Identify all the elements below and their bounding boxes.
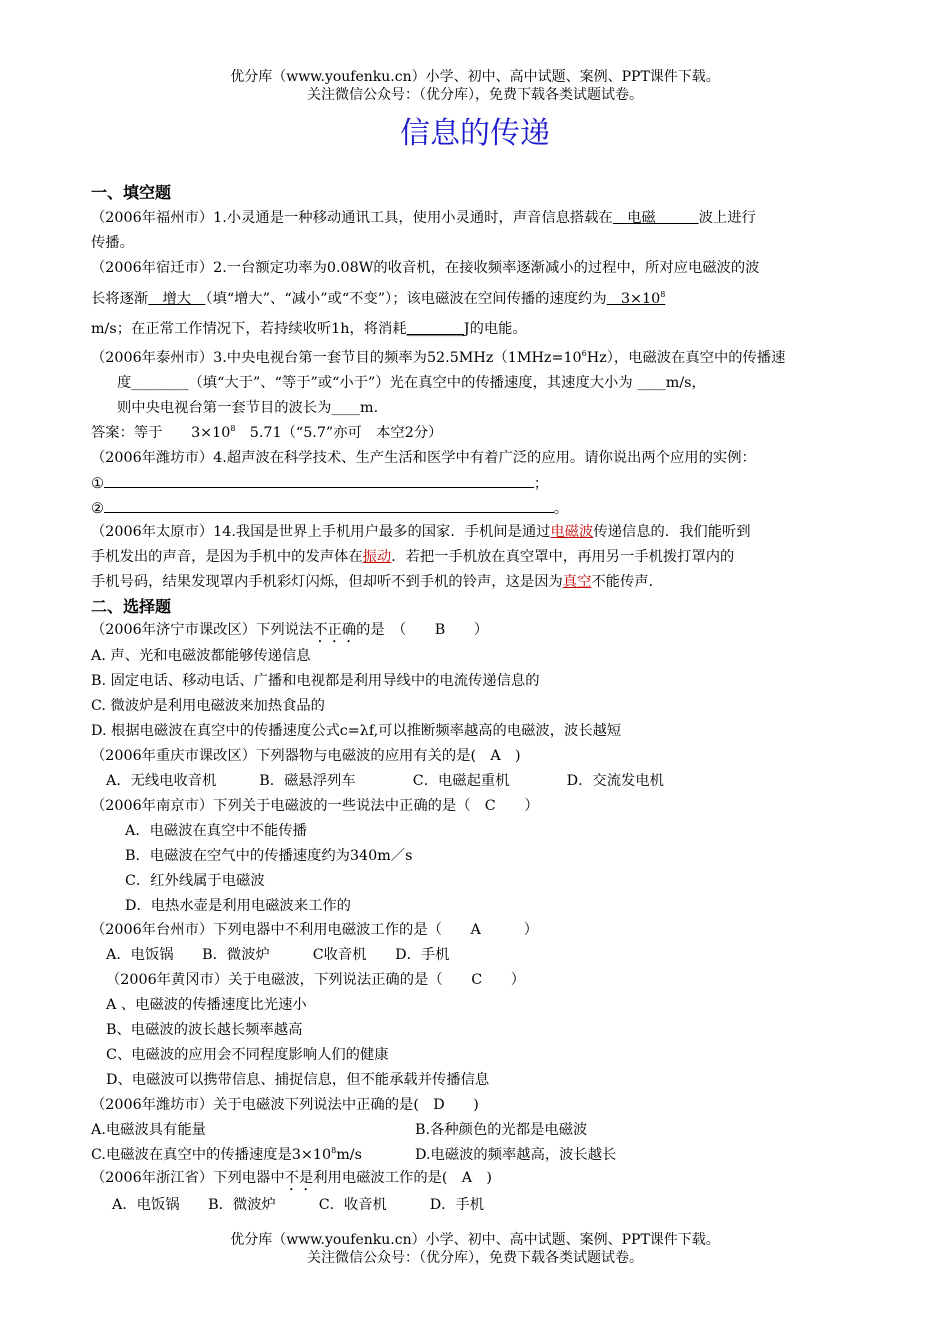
c2-options: A．无线电收音机 B．磁悬浮列车 C．电磁起重机 D．交流发电机	[106, 773, 664, 789]
page-title: 信息的传递	[400, 116, 550, 151]
c1-question: （2006年济宁市课改区）下列说法不正确的是 （ B ）	[91, 622, 489, 638]
q2-line1: （2006年宿迁市）2.一台额定功率为0.08W的收音机，在接收频率逐渐减小的过程中，所对应电磁波的波	[91, 260, 760, 276]
q14-answer-2: 振动	[362, 549, 392, 565]
q3-line1: （2006年泰州市）3.中央电视台第一套节目的频率为$52.5MHz(1MHz=10^6Hz)$，电磁波在真空中的传播速	[91, 349, 786, 366]
q1-answer-blank: 电磁	[612, 210, 699, 226]
c6-question: （2006年潍坊市）关于电磁波下列说法中正确的是( D )	[91, 1097, 479, 1113]
q3-line3: 则中央电视台第一套节目的波长为____m.	[117, 400, 379, 416]
c1-option-d: D. 根据电磁波在真空中的传播速度公式c=λf,可以推断频率越高的电磁波，波长越短	[91, 723, 622, 739]
c7-question: （2006年浙江省）下列电器中不是利用电磁波工作的是( A )	[91, 1170, 492, 1186]
c1-option-c: C. 微波炉是利用电磁波来加热食品的	[91, 698, 325, 714]
c6-option-a: A.电磁波具有能量	[91, 1122, 206, 1138]
c5-question: （2006年黄冈市）关于电磁波，下列说法正确的是（ C ）	[106, 972, 526, 988]
section-heading-multiple-choice: 二、选择题	[91, 597, 172, 616]
q14-answer-1: 电磁波	[550, 524, 594, 540]
c3-option-b: B．电磁波在空气中的传播速度约为340m／s	[125, 848, 413, 864]
c2-question: （2006年重庆市课改区）下列器物与电磁波的应用有关的是( A )	[91, 748, 521, 764]
q1-line1: （2006年福州市）1.小灵通是一种移动通讯工具，使用小灵通时，声音信息搭载在 电磁 波上进行	[91, 210, 756, 226]
q4-line1: （2006年潍坊市）4.超声波在科学技术、生产生活和医学中有着广泛的应用。请你说出两个应用的实例：	[91, 450, 756, 466]
c4-options: A．电饭锅 B．微波炉 C收音机 D．手机	[106, 947, 450, 963]
q4-answer-line-1	[104, 473, 534, 488]
q3-answer: 答案：等于 $3\times 10^8$ 5.71（“5.7”亦可 本空2分）	[91, 424, 443, 441]
q2-answer-blank-2: $3\times 10^8$	[606, 290, 666, 307]
c6-option-b: B.各种颜色的光都是电磁波	[415, 1122, 588, 1138]
q4-item-1: ① ；	[91, 473, 548, 494]
footer-line-2: 关注微信公众号：（优分库），免费下载各类试题试卷。	[307, 1250, 643, 1266]
c3-option-c: C．红外线属于电磁波	[125, 873, 265, 889]
c4-question: （2006年台州市）下列电器中不利用电磁波工作的是（ A ）	[91, 922, 539, 938]
c3-option-d: D．电热水壶是利用电磁波来工作的	[125, 898, 351, 914]
q2-answer-blank-1: 增大	[148, 291, 206, 307]
q14-answer-3: 真空	[562, 574, 592, 590]
header-line-2: 关注微信公众号：（优分库），免费下载各类试题试卷。	[307, 87, 643, 103]
c5-option-c: C、电磁波的应用会不同程度影响人们的健康	[106, 1047, 389, 1063]
q14-line1: （2006年太原市）14.我国是世界上手机用户最多的国家．手机间是通过电磁波传递信息的．我们能听到	[91, 524, 751, 540]
q3-line2: 度________（填“大于”、“等于”或“小于”）光在真空中的传播速度，其速度大小为 ____m/s，	[117, 375, 706, 391]
c3-option-a: A．电磁波在真空中不能传播	[125, 823, 307, 839]
section-heading-fill-in: 一、填空题	[91, 183, 172, 202]
q14-line2: 手机发出的声音，是因为手机中的发声体在振动．若把一手机放在真空罩中，再用另一手机拨打罩内的	[91, 549, 735, 565]
c5-option-d: D、电磁波可以携带信息、捕捉信息，但不能承载并传播信息	[106, 1072, 490, 1088]
c1-option-b: B. 固定电话、移动电话、广播和电视都是利用导线中的电流传递信息的	[91, 673, 540, 689]
q4-item-2: ② 。	[91, 498, 568, 519]
header-line-1: 优分库（www.youfenku.cn）小学、初中、高中试题、案例、PPT课件下载。	[230, 69, 720, 85]
q2-line3: m/s；在正常工作情况下，若持续收听1h，将消耗________J的电能。	[91, 321, 527, 337]
c3-question: （2006年南京市）下列关于电磁波的一些说法中正确的是（ C ）	[91, 798, 539, 814]
q1-line2: 传播。	[91, 235, 134, 251]
q14-line3: 手机号码，结果发现罩内手机彩灯闪烁，但却听不到手机的铃声，这是因为真空不能传声．	[91, 574, 663, 590]
q4-answer-line-2	[104, 498, 554, 513]
c5-option-b: B、电磁波的波长越长频率越高	[106, 1022, 303, 1038]
c1-option-a: A. 声、光和电磁波都能够传递信息	[91, 648, 311, 664]
q2-line2: 长将逐渐 增大 （填“增大”、“减小”或“不变”）；该电磁波在空间传播的速度约为 $3\times 10^8$	[91, 290, 666, 307]
footer-line-1: 优分库（www.youfenku.cn）小学、初中、高中试题、案例、PPT课件下载。	[230, 1232, 720, 1248]
c5-option-a: A 、电磁波的传播速度比光速小	[106, 997, 307, 1013]
c6-option-d: D.电磁波的频率越高，波长越长	[415, 1147, 617, 1163]
c7-options: A．电饭锅 B．微波炉 C．收音机 D．手机	[112, 1197, 485, 1213]
c6-option-c: C.电磁波在真空中的传播速度是$3\times 10^8m/s$	[91, 1146, 362, 1163]
